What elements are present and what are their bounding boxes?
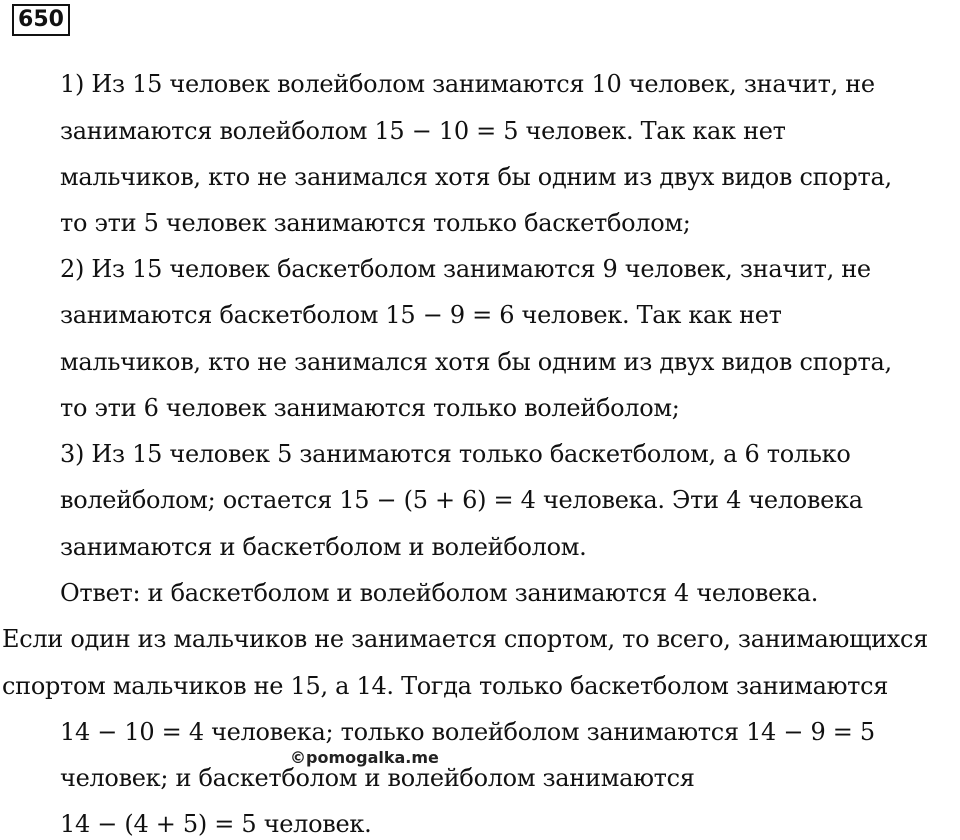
text-line: 14 − 10 = 4 человека; только волейболом занимаются 14 − 9 = 5 bbox=[60, 718, 875, 746]
text-line: волейболом; остается 15 − (5 + 6) = 4 человека. Эти 4 человека bbox=[60, 486, 863, 514]
text-line: занимаются баскетболом 15 − 9 = 6 человек. Так как нет bbox=[60, 301, 782, 329]
problem-number: 650 bbox=[12, 4, 70, 36]
text-line: занимаются волейболом 15 − 10 = 5 человек. Так как нет bbox=[60, 117, 786, 145]
answer-line: Ответ: и баскетболом и волейболом занимаются 4 человека. bbox=[60, 579, 819, 607]
text-line: мальчиков, кто не занимался хотя бы одним из двух видов спорта, bbox=[60, 348, 892, 376]
text-line: занимаются и баскетболом и волейболом. bbox=[60, 533, 587, 561]
watermark: ©pomogalka.me bbox=[290, 748, 439, 767]
text-line: 2) Из 15 человек баскетболом занимаются 9 человек, значит, не bbox=[60, 255, 871, 283]
text-line: человек; и баскетболом и волейболом занимаются bbox=[60, 764, 695, 792]
text-line: Если один из мальчиков не занимается спортом, то всего, занимающихся bbox=[2, 625, 929, 653]
text-line: 14 − (4 + 5) = 5 человек. bbox=[60, 810, 372, 838]
text-line: 3) Из 15 человек 5 занимаются только баскетболом, а 6 только bbox=[60, 440, 851, 468]
text-line: спортом мальчиков не 15, а 14. Тогда только баскетболом занимаются bbox=[2, 672, 889, 700]
text-line: то эти 5 человек занимаются только баскетболом; bbox=[60, 209, 691, 237]
text-line: 1) Из 15 человек волейболом занимаются 10 человек, значит, не bbox=[60, 70, 875, 98]
text-line: мальчиков, кто не занимался хотя бы одним из двух видов спорта, bbox=[60, 163, 892, 191]
text-line: то эти 6 человек занимаются только волейболом; bbox=[60, 394, 680, 422]
